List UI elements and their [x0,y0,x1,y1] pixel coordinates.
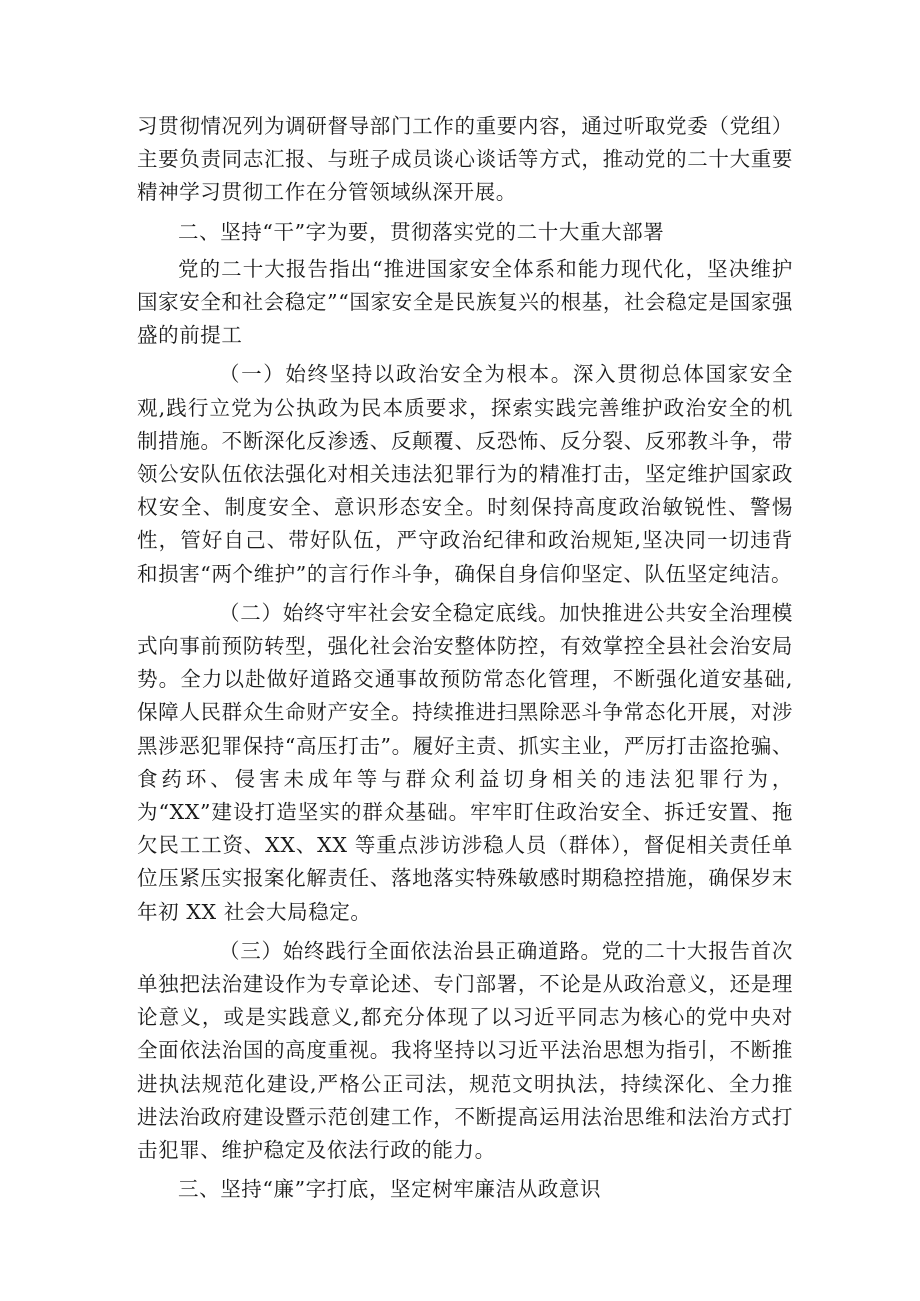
document-body [137,110,793,1213]
paragraph-rule-of-law: （三）始终践行全面依法治县正确道路。党的二十大报告首次单独把法治建设作为专章论述、专门部署，不论是从政治意义，还是理论意义，或是实践意义,都充分体现了以习近平同志为核心的党中央对全面依法治国的高度重视。我将坚持以习近平法治思想为指引，不断推进执法规范化建设,严格公正司法，规范文明执法，持续深化、全力推进法治政府建设暨示范创建工作，不断提高运用法治思维和法治方式打击犯罪、维护稳定及依法行政的能力。 [137,938,793,1163]
section-heading-three: 三、坚持“廉”字打底，坚定树牢廉洁从政意识 [178,1177,602,1202]
paragraph-continuation: 习贯彻情况列为调研督导部门工作的重要内容，通过听取党委（党组）主要负责同志汇报、与班子成员谈心谈话等方式，推动党的二十大重要精神学习贯彻工作在分管领域纵深开展。 [137,114,793,205]
paragraph-political-security: （一）始终坚持以政治安全为根本。深入贯彻总体国家安全观,践行立党为公执政为民本质要求，探索实践完善维护政治安全的机制措施。不断深化反渗透、反颠覆、反恐怖、反分裂、反邪教斗争，带领公安队伍依法强化对相关违法犯罪行为的精准打击，坚定维护国家政权安全、制度安全、意识形态安全。时刻保持高度政治敏锐性、警惕性，管好自己、带好队伍，严守政治纪律和政治规矩,坚决同一切违背和损害“两个维护”的言行作斗争，确保自身信仰坚定、队伍坚定纯洁。 [137,362,793,586]
section-heading-two: 二、坚持“干”字为要，贯彻落实党的二十大重大部署 [178,219,665,244]
paragraph-report-quote: 党的二十大报告指出“推进国家安全体系和能力现代化，坚决维护国家安全和社会稳定”“国家安全是民族复兴的根基，社会稳定是国家强盛的前提工 [137,256,793,348]
paragraph-social-stability: （二）始终守牢社会安全稳定底线。加快推进公共安全治理模式向事前预防转型，强化社会治安整体防控，有效掌控全县社会治安局势。全力以赴做好道路交通事故预防常态化管理，不断强化道安基础,保障人民群众生命财产安全。持续推进扫黑除恶斗争常态化开展，对涉黑涉恶犯罪保持“高压打击”。履好主责、抓实主业，严厉打击盗抢骗、食药环、侵害未成年等与群众利益切身相关的违法犯罪行为，为“XX”建设打造坚实的群众基础。牢牢盯住政治安全、拆迁安置、拖欠民工工资、XX、XX 等重点涉访涉稳人员（群体），督促相关责任单位压紧压实报案化解责任、落地落实特殊敏感时期稳控措施，确保岁末年初 XX 社会大局稳定。 [137,600,793,924]
